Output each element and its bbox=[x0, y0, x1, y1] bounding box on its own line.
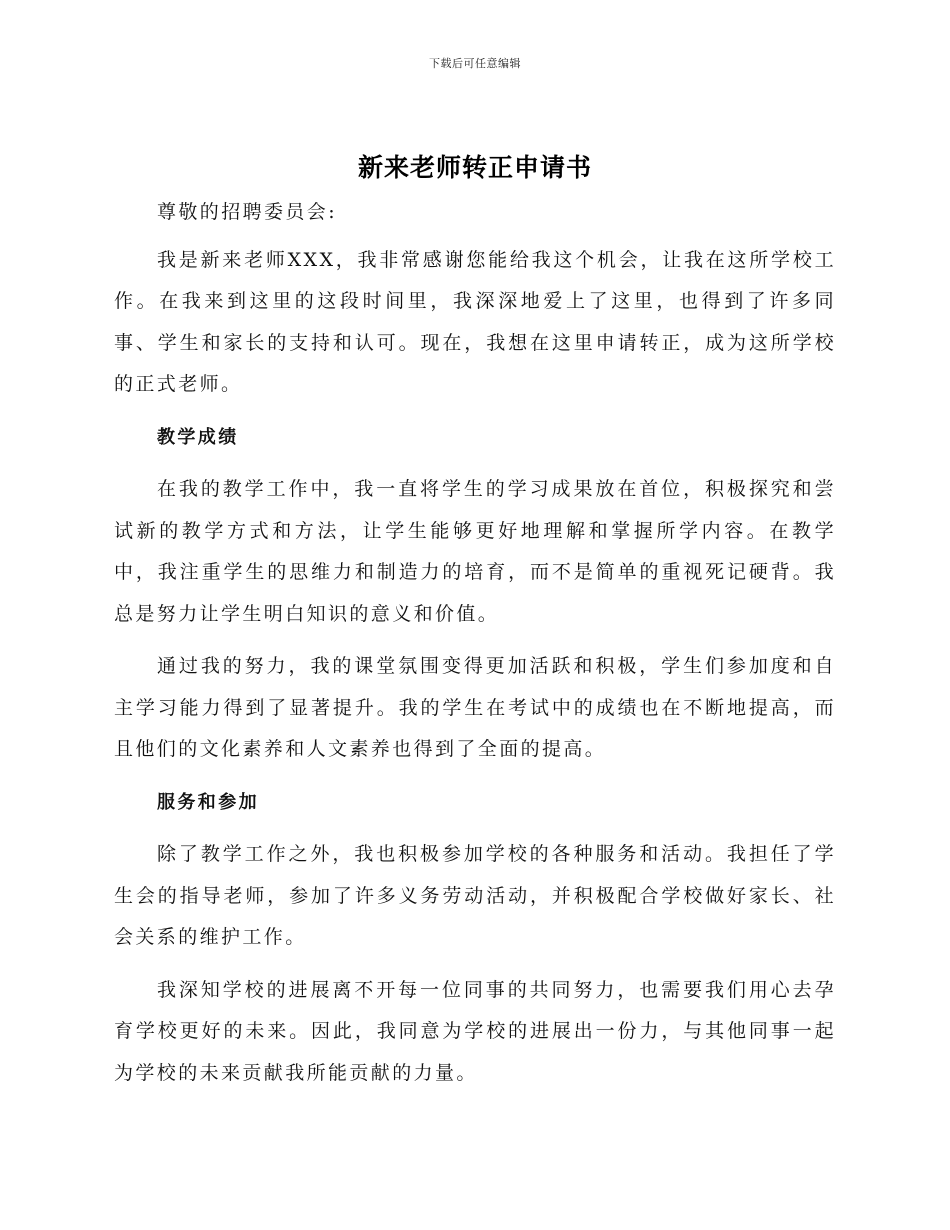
teaching-paragraph-1: 在我的教学工作中，我一直将学生的学习成果放在首位，积极探究和尝试新的教学方式和方法，让学生能够更好地理解和掌握所学内容。在教学中，我注重学生的思维力和制造力的培育，而不是简单的重视死记硬背。我总是努力让学生明白知识的意义和价值。 bbox=[114, 478, 836, 625]
section-heading-teaching: 教学成绩 bbox=[157, 426, 239, 448]
document-title: 新来老师转正申请书 bbox=[357, 153, 592, 182]
page-header-note: 下载后可任意编辑 bbox=[429, 57, 521, 70]
section-heading-service: 服务和参加 bbox=[157, 791, 259, 813]
service-paragraph-1: 除了教学工作之外，我也积极参加学校的各种服务和活动。我担任了学生会的指导老师，参加了许多义务劳动活动，并积极配合学校做好家长、社会关系的维护工作。 bbox=[114, 843, 836, 948]
salutation: 尊敬的招聘委员会: bbox=[157, 201, 338, 223]
teaching-paragraph-2: 通过我的努力，我的课堂氛围变得更加活跃和积极，学生们参加度和自主学习能力得到了显著提升。我的学生在考试中的成绩也在不断地提高，而且他们的文化素养和人文素养也得到了全面的提高。 bbox=[114, 655, 836, 760]
document-body bbox=[114, 192, 836, 1105]
intro-paragraph: 我是新来老师XXX，我非常感谢您能给我这个机会，让我在这所学校工作。在我来到这里的这段时间里，我深深地爱上了这里，也得到了许多同事、学生和家长的支持和认可。现在，我想在这里申请转正，成为这所学校的正式老师。 bbox=[114, 248, 836, 395]
service-paragraph-2: 我深知学校的进展离不开每一位同事的共同努力，也需要我们用心去孕育学校更好的未来。因此，我同意为学校的进展出一份力，与其他同事一起为学校的未来贡献我所能贡献的力量。 bbox=[114, 978, 836, 1084]
